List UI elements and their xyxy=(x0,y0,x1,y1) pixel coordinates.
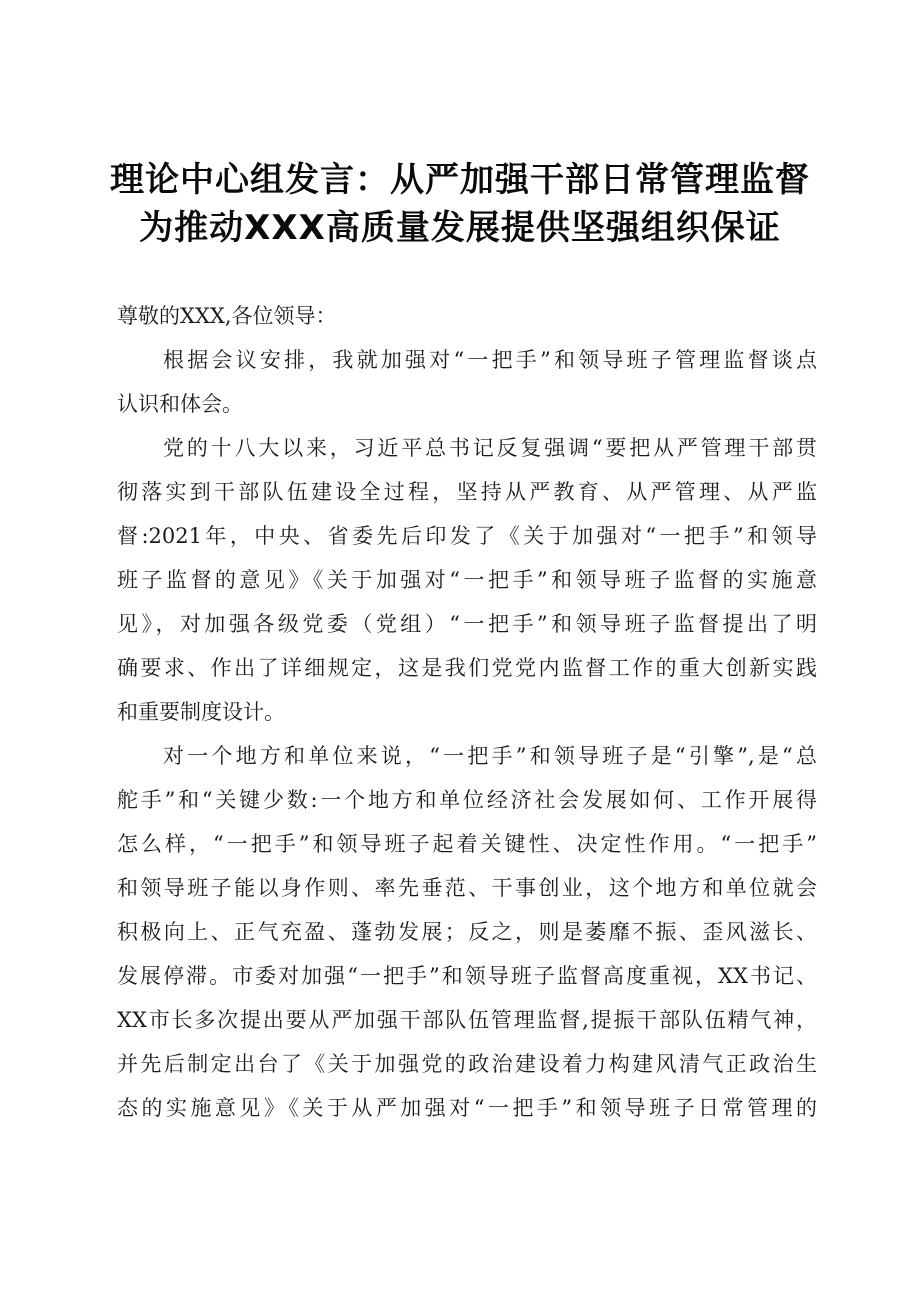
paragraph-line: 对一个地方和单位来说，“一把手”和领导班子是“引擎”,是“总 xyxy=(163,744,817,768)
paragraph-line: 并先后制定出台了《关于加强党的政治建设着力构建风清气正政治生 xyxy=(117,1052,817,1076)
paragraph-line: 督:2021年，中央、省委先后印发了《关于加强对“一把手”和领导 xyxy=(117,524,817,548)
paragraph-1 xyxy=(117,338,817,426)
paragraph-line: 发展停滞。市委对加强“一把手”和领导班子监督高度重视，XX书记、 xyxy=(117,964,817,988)
paragraph-line: 确要求、作出了详细规定，这是我们党党内监督工作的重大创新实践 xyxy=(117,656,817,680)
paragraph-3 xyxy=(117,734,817,1130)
paragraph-line: 彻落实到干部队伍建设全过程，坚持从严教育、从严管理、从严监 xyxy=(117,480,817,504)
title-line-1: 理论中心组发言：从严加强干部日常管理监督 xyxy=(110,160,810,200)
salutation: 尊敬的XXX,各位领导： xyxy=(117,304,337,328)
paragraph-line: 积极向上、正气充盈、蓬勃发展；反之，则是萎靡不振、歪风滋长、 xyxy=(117,920,817,944)
document-title xyxy=(60,156,860,252)
paragraph-line: 班子监督的意见》《关于加强对“一把手”和领导班子监督的实施意 xyxy=(117,568,817,592)
document-body xyxy=(117,294,817,1130)
paragraph-line: 根据会议安排，我就加强对“一把手”和领导班子管理监督谈点 xyxy=(163,348,817,372)
paragraph-line: 舵手”和“关键少数:一个地方和单位经济社会发展如何、工作开展得 xyxy=(117,788,817,812)
title-line-2: 为推动XXX高质量发展提供坚强组织保证 xyxy=(139,208,781,248)
paragraph-line: 党的十八大以来，习近平总书记反复强调“要把从严管理干部贯 xyxy=(163,436,817,460)
paragraph-line: 怎么样，“一把手”和领导班子起着关键性、决定性作用。“一把手” xyxy=(117,832,817,856)
paragraph-line: XX市长多次提出要从严加强干部队伍管理监督,提振干部队伍精气神， xyxy=(117,1008,817,1032)
paragraph-2 xyxy=(117,426,817,734)
paragraph-line: 和领导班子能以身作则、率先垂范、干事创业，这个地方和单位就会 xyxy=(117,876,817,900)
paragraph-line: 见》，对加强各级党委（党组）“一把手”和领导班子监督提出了明 xyxy=(117,612,817,636)
paragraph-line: 和重要制度设计。 xyxy=(117,700,285,724)
paragraph-line: 认识和体会。 xyxy=(117,392,243,416)
paragraph-line: 态的实施意见》《关于从严加强对“一把手”和领导班子日常管理的 xyxy=(117,1096,817,1120)
